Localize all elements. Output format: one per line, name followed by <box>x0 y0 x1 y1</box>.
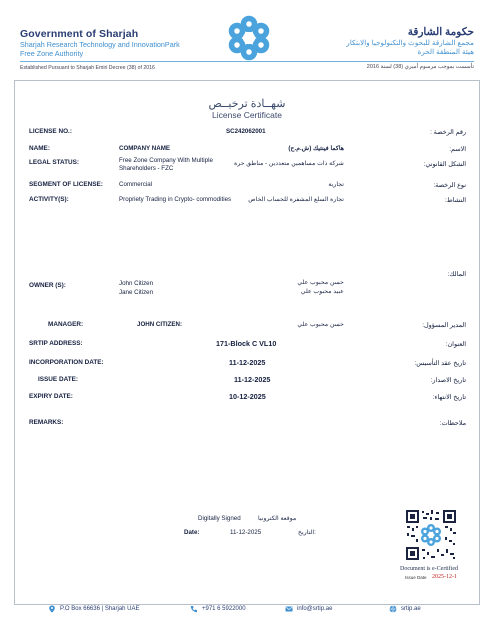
expiry-value: 10-12-2025 <box>229 392 266 401</box>
establishment-note-en: Established Pursuant to Sharjah Emiri Decree (38) of 2016 <box>20 65 155 71</box>
signature-date-value: 11-12-2025 <box>230 529 262 536</box>
certificate-title-ar: شهــادة ترخيــص <box>208 98 286 110</box>
footer-email[interactable] <box>285 605 332 613</box>
legal-status-label: LEGAL STATUS: <box>29 159 80 166</box>
gov-name-en: Government of Sharjah <box>20 28 139 40</box>
name-value: COMPANY NAME <box>119 145 170 152</box>
footer-website-text: srtip.ae <box>401 606 421 612</box>
activity-label: ACTIVITY(S): <box>29 196 69 203</box>
address-label: SRTIP ADDRESS: <box>29 340 83 347</box>
activity-value-ar: تجارة السلع المشفرة للحساب الخاص <box>248 196 344 203</box>
header-right <box>274 26 474 56</box>
footer-email-text: info@srtip.ae <box>297 606 333 612</box>
issue-label: ISSUE DATE: <box>38 376 79 383</box>
address-label-ar: العنوان: <box>445 341 466 348</box>
issue-label-ar: تاريخ الاصدار: <box>430 377 466 384</box>
owner-label: OWNER (S): <box>29 282 66 289</box>
footer-phone-text: +971 6 5922000 <box>202 606 246 612</box>
license-no-label: LICENSE NO.: <box>29 128 72 135</box>
segment-value: Commercial <box>119 181 153 188</box>
issue-value: 11-12-2025 <box>234 375 271 384</box>
incorporation-label-ar: تاريخ عقد التأسيس: <box>414 360 466 367</box>
footer-address-text: P.O Box 66636 | Sharjah UAE <box>60 606 140 612</box>
owner-1-value-ar: حسن محبوب علي <box>297 279 344 286</box>
remarks-label-ar: ملاحظات: <box>439 420 466 427</box>
address-value: 171-Block C VL10 <box>216 339 277 348</box>
signature-date-label-ar: التاريخ: <box>298 529 316 536</box>
signature-date-label: Date: <box>184 529 200 536</box>
segment-value-ar: تجارية <box>328 181 344 188</box>
manager-value: JOHN CITIZEN: <box>137 321 183 328</box>
e-cert-issue-date: 2025-12-1 <box>432 574 457 580</box>
digitally-signed-en: Digitally Signed <box>198 515 241 522</box>
license-no-label-ar: رقم الرخصة : <box>430 129 466 136</box>
owner-label-ar: المالك: <box>447 271 466 278</box>
name-value-ar: هاكما فينتيك (ش.م.ح) <box>288 145 344 152</box>
footer-website[interactable] <box>389 605 421 613</box>
digitally-signed-ar: موقعة الكترونيا <box>258 515 297 522</box>
activity-value: Propriety Trading in Crypto- commodities <box>119 196 232 203</box>
e-certified-text: Document is e-Certified <box>400 566 458 572</box>
legal-status-line1: Free Zone Company With Multiple <box>119 157 213 164</box>
legal-status-value-ar: شركة ذات مساهمين متعددين - مناطق حرة <box>234 160 344 167</box>
globe-icon <box>389 605 397 613</box>
legal-status-label-ar: الشكل القانوني: <box>423 161 466 168</box>
footer-address <box>48 605 140 613</box>
remarks-label: REMARKS: <box>29 419 64 426</box>
activity-label-ar: النشاط: <box>445 197 466 204</box>
establishment-note-ar: تأسست بموجب مرسوم أميري (38) لسنة 2016 <box>366 64 474 70</box>
location-pin-icon <box>48 605 56 613</box>
expiry-label: EXPIRY DATE: <box>29 393 73 400</box>
mail-icon <box>285 605 293 613</box>
expiry-label-ar: تاريخ الانتهاء: <box>432 394 466 401</box>
header-divider <box>20 61 474 62</box>
legal-status-line2: Shareholders - FZC <box>119 165 174 172</box>
qr-code-icon <box>405 509 457 561</box>
srtip-logo-icon <box>225 14 273 62</box>
srtip-name-ar: مجمع الشارقة للبحوث والتكنولوجيا والابتكار <box>346 38 474 47</box>
incorporation-label: INCORPORATION DATE: <box>29 359 104 366</box>
footer-phone <box>190 605 246 613</box>
gov-name-ar: حكومة الشارقة <box>407 26 474 38</box>
certificate-title-en: License Certificate <box>212 110 282 120</box>
fza-name-ar: هيئة المنطقة الحرة <box>417 47 474 56</box>
owner-2-value: Jane Citizen <box>119 289 154 296</box>
manager-value-ar: حسن محبوب علي <box>297 321 344 328</box>
name-label-ar: الاسم: <box>449 146 466 153</box>
license-no-value: SC242062001 <box>226 128 266 135</box>
fza-name-en: Free Zone Authority <box>20 49 84 58</box>
name-label: NAME: <box>29 145 50 152</box>
phone-icon <box>190 605 198 613</box>
owner-1-value: John Citizen <box>119 280 154 287</box>
owner-2-value-ar: عبيد محبوب علي <box>300 288 344 295</box>
srtip-name-en: Sharjah Research Technology and InnovationPark <box>20 40 180 49</box>
e-cert-issue-label: Issue Date <box>405 575 427 580</box>
segment-label-ar: نوع الرخصة: <box>433 182 466 189</box>
footer <box>0 602 494 616</box>
manager-label: MANAGER: <box>48 321 84 328</box>
header-left <box>20 28 220 58</box>
incorporation-value: 11-12-2025 <box>229 358 266 367</box>
manager-label-ar: المدير المسؤول: <box>422 322 466 329</box>
segment-label: SEGMENT OF LICENSE: <box>29 181 103 188</box>
